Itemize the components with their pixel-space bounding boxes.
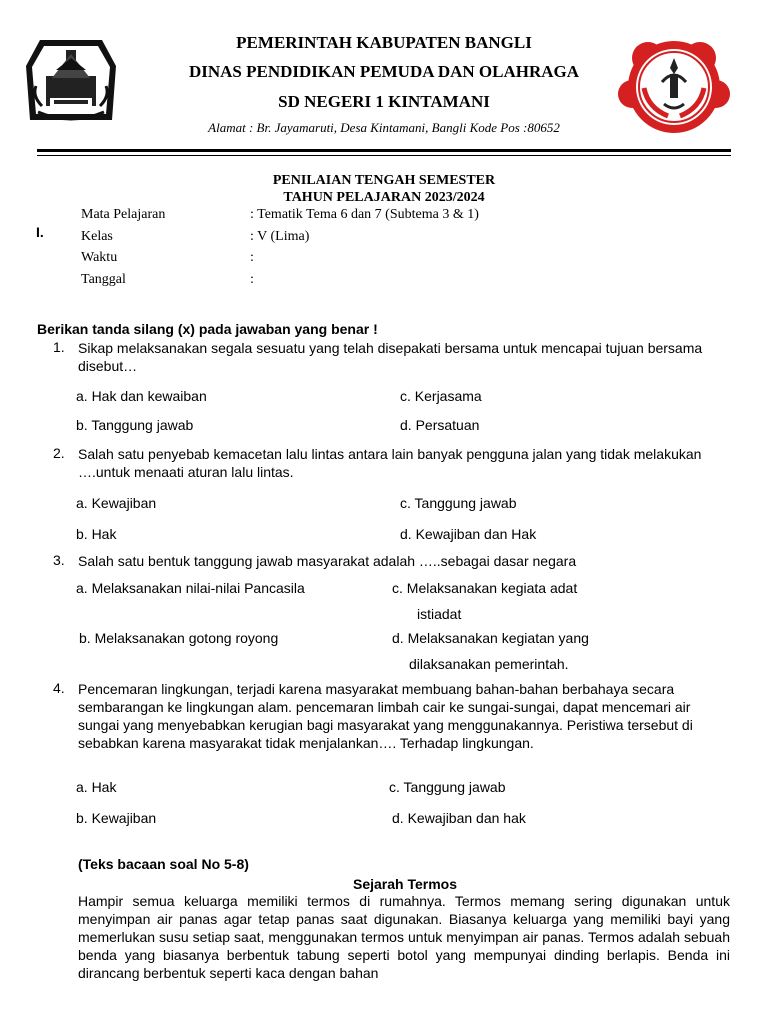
- option-c-continued: istiadat: [417, 606, 462, 622]
- option-b[interactable]: b. Hak: [76, 526, 117, 542]
- letterhead-divider: [37, 149, 731, 152]
- option-d[interactable]: d. Persatuan: [400, 417, 480, 433]
- option-b[interactable]: b. Tanggung jawab: [76, 417, 194, 433]
- option-a[interactable]: a. Hak: [76, 779, 117, 795]
- option-d[interactable]: d. Kewajiban dan Hak: [400, 526, 537, 542]
- letterhead-line-1: PEMERINTAH KABUPATEN BANGLI: [236, 33, 532, 52]
- question-text: Salah satu bentuk tanggung jawab masyarakat adalah …..sebagai dasar negara: [78, 553, 577, 569]
- question-number: 2.: [53, 445, 65, 461]
- passage-body: Hampir semua keluarga memiliki termos di rumahnya. Termos memang sering digunakan untuk menyimpan air panas agar tetap panas saat digunakan. Biasanya keluarga yang memiliki bayi yang memerlukan susu setiap saat, menggunakan termos untuk menyimpan air panas. Termos adalah sebuah benda yang biasanya berbentuk tabung seperti botol yang mempunyai dinding berlapis. Benda ini dirancang berbentuk seperti kaca dengan bahan: [78, 893, 730, 981]
- option-a[interactable]: a. Melaksanakan nilai-nilai Pancasila: [76, 580, 305, 596]
- school-address: Alamat : Br. Jayamaruti, Desa Kintamani, Bangli Kode Pos :80652: [208, 120, 560, 135]
- section-number: I.: [36, 224, 44, 240]
- question-number: 1.: [53, 339, 65, 355]
- letterhead-divider-thin: [37, 155, 731, 156]
- question-text: Salah satu penyebab kemacetan lalu lintas antara lain banyak pengguna jalan yang tidak melakukan ….untuk menaati aturan lalu lintas.: [78, 446, 702, 480]
- exam-year: TAHUN PELAJARAN 2023/2024: [283, 190, 485, 205]
- passage-title: Sejarah Termos: [352, 876, 457, 892]
- field-value-subject: : Tematik Tema 6 dan 7 (Subtema 3 & 1): [250, 207, 479, 222]
- option-d[interactable]: d. Kewajiban dan hak: [392, 810, 526, 826]
- option-b[interactable]: b. Kewajiban: [76, 810, 157, 826]
- letterhead-line-3: SD NEGERI 1 KINTAMANI: [278, 92, 490, 111]
- option-c[interactable]: c. Tanggung jawab: [389, 779, 506, 795]
- field-value-date: :: [250, 272, 254, 287]
- field-label-time: Waktu: [81, 250, 118, 265]
- option-d[interactable]: d. Melaksanakan kegiatan yang: [392, 630, 589, 646]
- field-label-class: Kelas: [81, 229, 113, 244]
- field-value-class: : V (Lima): [250, 229, 310, 244]
- exam-title: PENILAIAN TENGAH SEMESTER: [272, 173, 496, 188]
- option-a[interactable]: a. Kewajiban: [76, 495, 157, 511]
- option-d-continued: dilaksanakan pemerintah.: [409, 656, 569, 672]
- passage-heading: (Teks bacaan soal No 5-8): [78, 856, 249, 872]
- field-label-subject: Mata Pelajaran: [81, 207, 166, 222]
- option-c[interactable]: c. Tanggung jawab: [400, 495, 517, 511]
- option-a[interactable]: a. Hak dan kewaiban: [76, 388, 207, 404]
- question-number: 4.: [53, 680, 65, 696]
- question-number: 3.: [53, 552, 65, 568]
- option-c[interactable]: c. Kerjasama: [400, 388, 482, 404]
- option-c[interactable]: c. Melaksanakan kegiata adat: [392, 580, 578, 596]
- option-b[interactable]: b. Melaksanakan gotong royong: [79, 630, 279, 646]
- letterhead-line-2: DINAS PENDIDIKAN PEMUDA DAN OLAHRAGA: [188, 62, 580, 81]
- field-label-date: Tanggal: [81, 272, 126, 287]
- instruction: Berikan tanda silang (x) pada jawaban yang benar !: [37, 321, 378, 337]
- field-value-time: :: [250, 250, 254, 265]
- question-text: Pencemaran lingkungan, terjadi karena masyarakat membuang bahan-bahan berbahaya secara sembarangan ke lingkungan alam. pencemaran limbah cair ke sungai-sungai, dapat mencemari air sungai yang menyebabkan kerugian bagi masyarakat yang menggunakannya. Peristiwa tersebut di sebabkan karena masyarakat tidak menjalankan…. Terhadap lingkungan.: [78, 681, 693, 751]
- question-text: Sikap melaksanakan segala sesuatu yang telah disepakati bersama untuk mencapai tujuan bersama disebut…: [78, 340, 703, 374]
